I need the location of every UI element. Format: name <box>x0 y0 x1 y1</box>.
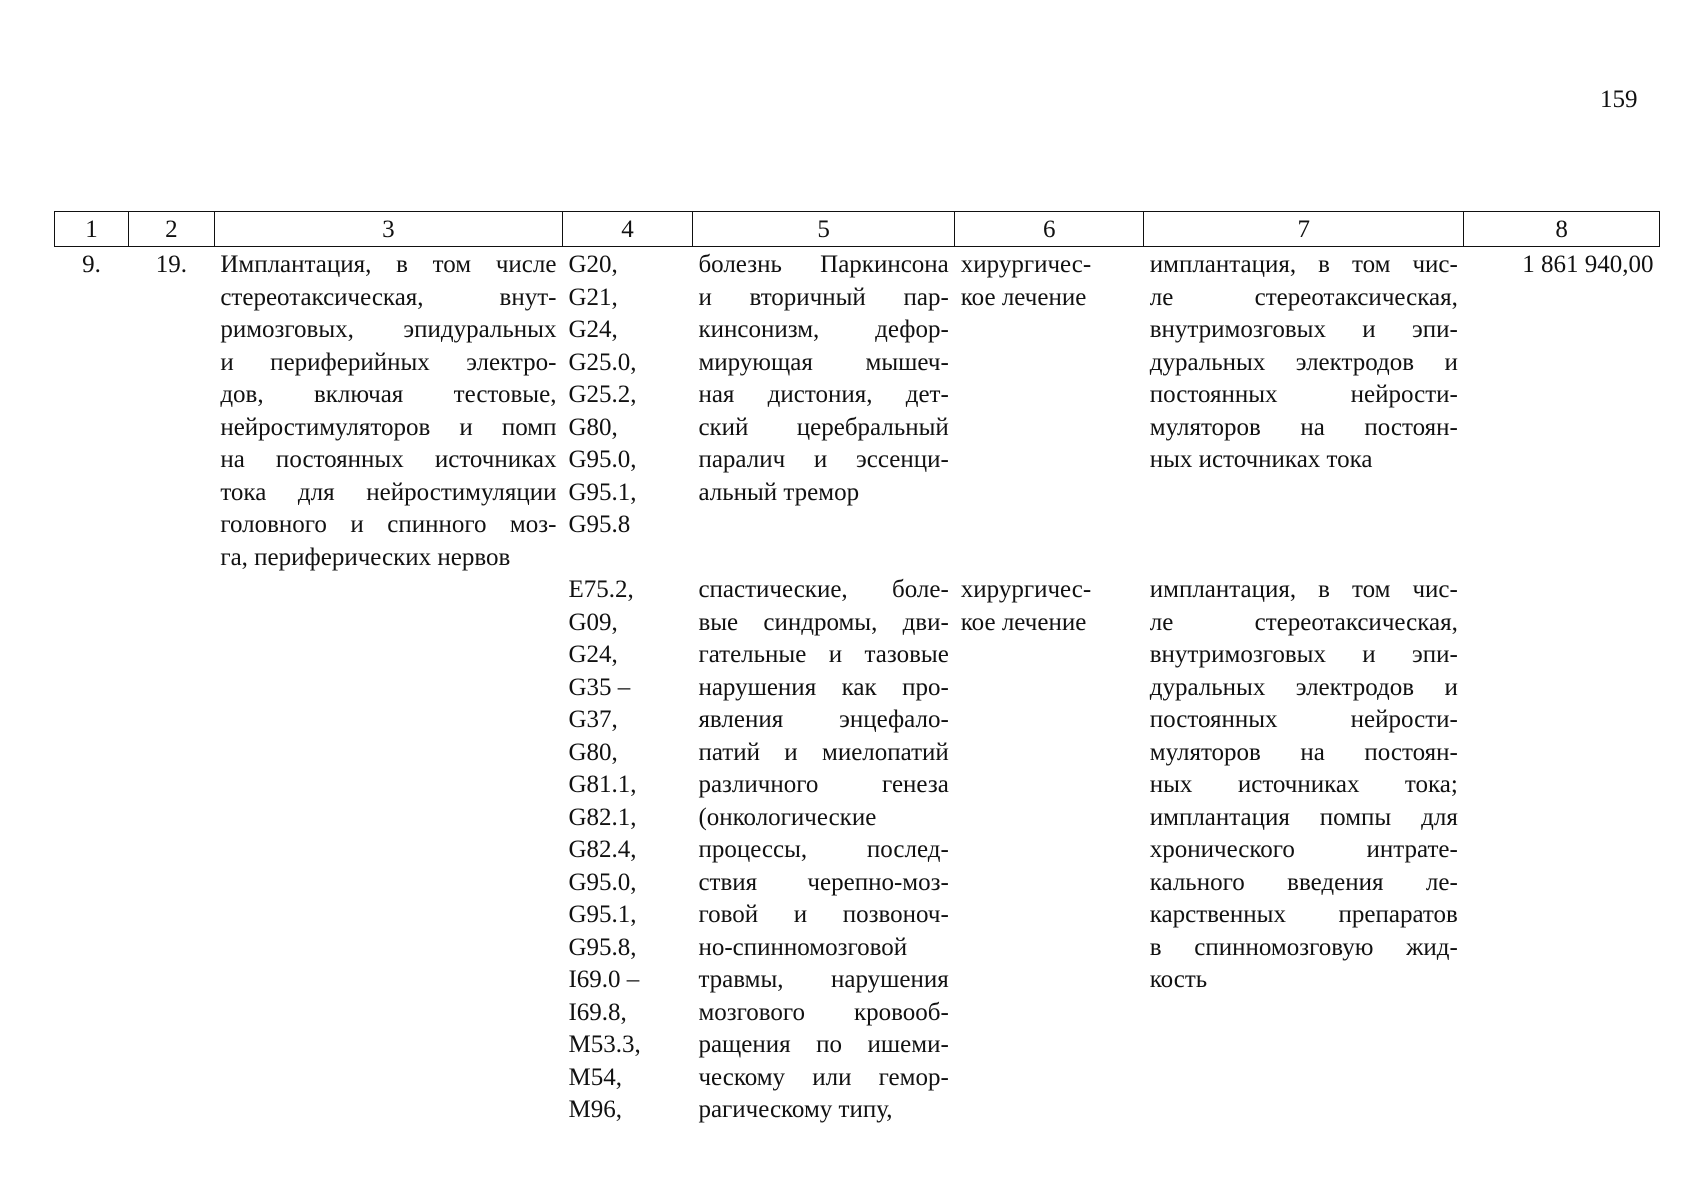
text-line: G25.0, <box>568 348 637 376</box>
text-line: болезнь Паркинсона <box>698 251 949 278</box>
text-line: постоянных нейрости- <box>1149 381 1458 408</box>
text-line: ческому или гемор- <box>698 1063 949 1091</box>
text-line: M53.3, <box>568 1031 641 1058</box>
text-line: дуральных электродов и <box>1149 348 1458 376</box>
text-line: кость <box>1149 966 1208 993</box>
empty-cell <box>214 574 562 1127</box>
standard-cost: 1 861 940,00 <box>1522 251 1654 278</box>
text-line: кального введения ле- <box>1149 868 1458 896</box>
text-line: (онкологические <box>698 803 877 831</box>
text-line: G95.0, <box>568 868 637 896</box>
page-number: 159 <box>1600 86 1638 113</box>
text-line: постоянных нейрости- <box>1149 706 1458 733</box>
text-line: муляторов на постоян- <box>1149 738 1458 766</box>
text-line: на постоянных источниках <box>220 446 557 473</box>
text-line: спастические, боле- <box>698 576 949 603</box>
text-line: G80, <box>568 738 618 766</box>
text-line: I69.0 – <box>568 966 640 993</box>
group-number: 9. <box>82 251 101 278</box>
text-line: головного и спинного моз- <box>220 511 557 538</box>
text-line: карственных препаратов <box>1149 901 1458 928</box>
text-line: кое лечение <box>960 608 1087 636</box>
text-line: паралич и эссенци- <box>698 446 949 473</box>
item-number: 19. <box>155 251 187 278</box>
services-table <box>54 211 1660 1127</box>
column-header-2: 2 <box>128 212 214 247</box>
patient-model <box>692 247 954 575</box>
text-line: G82.4, <box>568 836 637 863</box>
text-line: имплантация, в том чис- <box>1149 576 1458 603</box>
text-line: ная дистония, дет- <box>698 381 949 408</box>
empty-cell <box>1464 574 1660 1127</box>
text-line: G82.1, <box>568 803 637 831</box>
empty-cell <box>128 574 214 1127</box>
patient-model <box>692 574 954 1127</box>
text-line: ле стереотаксическая, <box>1149 608 1458 636</box>
text-line: травмы, нарушения <box>698 966 949 993</box>
text-line: Имплантация, в том числе <box>220 251 557 278</box>
text-line: G37, <box>568 706 618 733</box>
text-line: ский церебральный <box>698 413 949 441</box>
text-line: говой и позвоноч- <box>698 901 949 928</box>
text-line: кое лечение <box>960 283 1087 311</box>
column-number-header-row <box>55 212 1660 247</box>
text-line: внутримозговых и эпи- <box>1149 316 1458 343</box>
text-line: G24, <box>568 641 618 668</box>
treatment-type <box>955 247 1144 575</box>
text-line: но-спинномозговой <box>698 933 908 961</box>
column-header-7: 7 <box>1144 212 1464 247</box>
text-line: мирующая мышеч- <box>698 348 949 376</box>
text-line: G95.1, <box>568 901 637 928</box>
text-line: G09, <box>568 608 618 636</box>
text-line: M54, <box>568 1063 622 1091</box>
text-line: хирургичес- <box>960 576 1092 603</box>
text-line: процессы, послед- <box>698 836 949 863</box>
text-line: G95.1, <box>568 478 637 506</box>
text-line: в спинномозговую жид- <box>1149 933 1458 961</box>
text-line: тока для нейростимуляции <box>220 478 557 506</box>
treatment-method <box>1144 574 1464 1127</box>
text-line: дов, включая тестовые, <box>220 381 557 408</box>
text-line: G21, <box>568 283 618 311</box>
empty-cell <box>55 574 129 1127</box>
text-line: G25.2, <box>568 381 637 408</box>
text-line: G81.1, <box>568 771 637 798</box>
column-header-4: 4 <box>562 212 692 247</box>
text-line: различного генеза <box>698 771 949 798</box>
text-line: мозгового кровооб- <box>698 998 949 1026</box>
text-line: внутримозговых и эпи- <box>1149 641 1458 668</box>
icd-codes <box>562 247 692 575</box>
text-line: G95.8, <box>568 933 637 961</box>
text-line: ствия черепно-моз- <box>698 868 949 896</box>
text-line: вые синдромы, дви- <box>698 608 949 636</box>
text-line: ных источниках тока; <box>1149 771 1458 798</box>
text-line: римозговых, эпидуральных <box>220 316 557 343</box>
icd-codes <box>562 574 692 1127</box>
text-line: хирургичес- <box>960 251 1092 278</box>
text-line: E75.2, <box>568 576 634 603</box>
column-header-8: 8 <box>1464 212 1660 247</box>
text-line: имплантация помпы для <box>1149 803 1458 831</box>
text-line: и вторичный пар- <box>698 283 949 311</box>
text-line: I69.8, <box>568 998 627 1026</box>
text-line: ле стереотаксическая, <box>1149 283 1458 311</box>
column-header-1: 1 <box>55 212 129 247</box>
table-row <box>55 247 1660 575</box>
text-line: G80, <box>568 413 618 441</box>
column-header-3: 3 <box>214 212 562 247</box>
text-line: альный тремор <box>698 478 860 506</box>
text-line: нарушения как про- <box>698 673 949 701</box>
text-line: хронического интрате- <box>1149 836 1458 863</box>
text-line: дуральных электродов и <box>1149 673 1458 701</box>
text-line: муляторов на постоян- <box>1149 413 1458 441</box>
text-line: имплантация, в том чис- <box>1149 251 1458 278</box>
treatment-method <box>1144 247 1464 575</box>
text-line: патий и миелопатий <box>698 738 949 766</box>
text-line: G95.0, <box>568 446 637 473</box>
text-line: G95.8 <box>568 511 631 538</box>
text-line: G24, <box>568 316 618 343</box>
text-line: нейростимуляторов и помп <box>220 413 557 441</box>
text-line: стереотаксическая, внут- <box>220 283 557 311</box>
table-row <box>55 574 1660 1127</box>
column-header-5: 5 <box>692 212 954 247</box>
text-line: и периферийных электро- <box>220 348 557 376</box>
care-type-name <box>214 247 562 575</box>
text-line: ращения по ишеми- <box>698 1031 949 1058</box>
text-line: рагическому типу, <box>698 1096 893 1123</box>
text-line: гательные и тазовые <box>698 641 949 668</box>
text-line: M96, <box>568 1096 622 1123</box>
text-line: га, периферических нервов <box>220 543 511 571</box>
treatment-type <box>955 574 1144 1127</box>
text-line: ных источниках тока <box>1149 446 1373 473</box>
text-line: явления энцефало- <box>698 706 949 733</box>
text-line: G20, <box>568 251 618 278</box>
text-line: кинсонизм, дефор- <box>698 316 949 343</box>
text-line: G35 – <box>568 673 631 701</box>
column-header-6: 6 <box>955 212 1144 247</box>
